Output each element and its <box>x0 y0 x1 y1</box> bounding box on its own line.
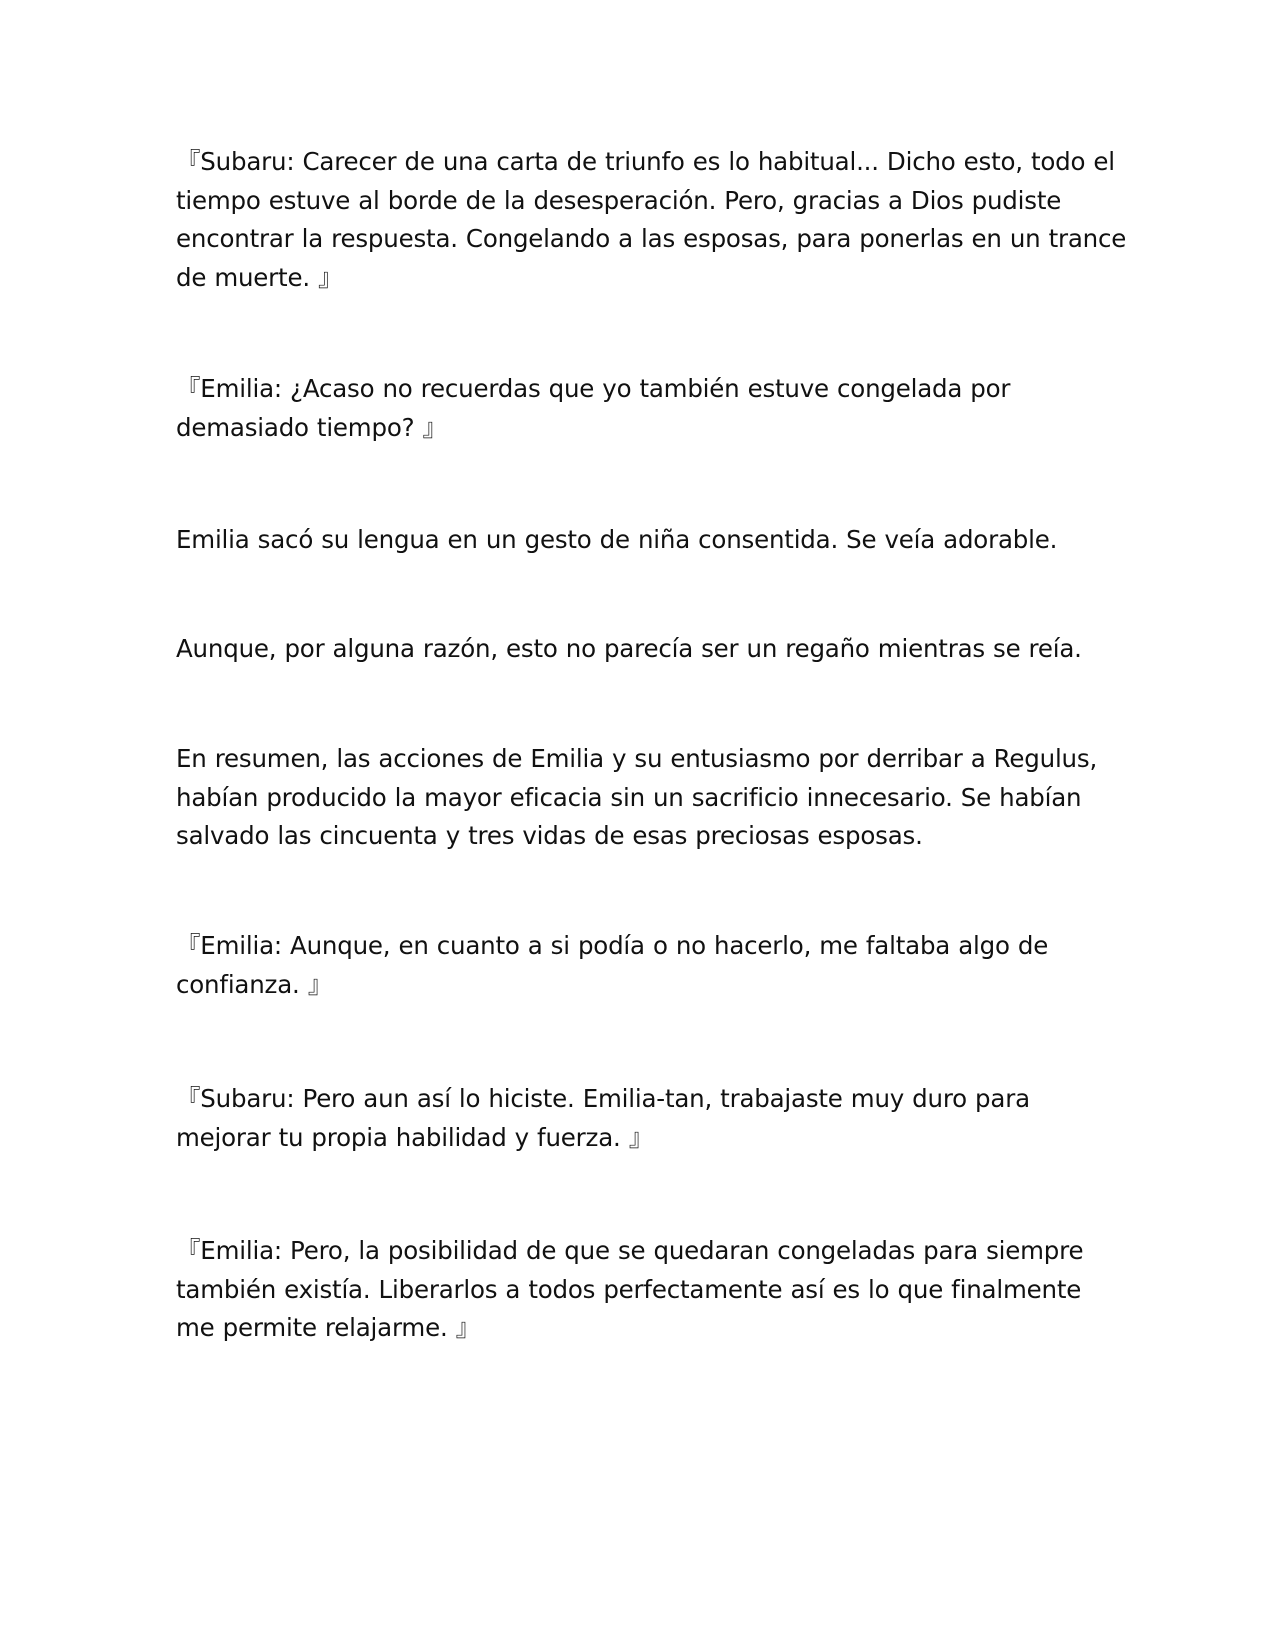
paragraph-subaru-1 <box>176 143 1127 297</box>
text-line: me permite relajarme. 』 <box>176 1313 480 1342</box>
text-line: también existía. Liberarlos a todos perfectamente así es lo que finalmente <box>176 1274 1082 1304</box>
text-line: 『Emilia: Aunque, en cuanto a si podía o no hacerlo, me faltaba algo de <box>176 931 1049 960</box>
text-line: demasiado tiempo? 』 <box>176 412 447 442</box>
paragraph-subaru-2 <box>176 1080 1101 1157</box>
text-line: confianza. 』 <box>176 969 333 999</box>
text-line: tiempo estuve al borde de la desesperación. Pero, gracias a Dios pudiste <box>176 185 1062 215</box>
text-line: salvado las cincuenta y tres vidas de esas preciosas esposas. <box>176 821 923 850</box>
paragraph-emilia-3 <box>176 1232 1101 1348</box>
paragraph-narration-2 <box>176 630 1101 669</box>
text-line: de muerte. 』 <box>176 262 343 292</box>
text-line: habían producido la mayor eficacia sin un sacrificio innecesario. Se habían <box>176 782 1082 812</box>
text-line: mejorar tu propia habilidad y fuerza. 』 <box>176 1122 653 1152</box>
text-line: encontrar la respuesta. Congelando a las esposas, para ponerlas en un trance <box>176 224 1127 253</box>
text-line: En resumen, las acciones de Emilia y su entusiasmo por derribar a Regulus, <box>176 744 1098 773</box>
text-line: Emilia sacó su lengua en un gesto de niña consentida. Se veía adorable. <box>176 525 1058 554</box>
text-line: 『Emilia: ¿Acaso no recuerdas que yo también estuve congelada por <box>176 374 1011 403</box>
paragraph-narration-1 <box>176 521 1101 560</box>
text-line: Aunque, por alguna razón, esto no parecía ser un regaño mientras se reía. <box>176 634 1082 663</box>
text-line: 『Subaru: Carecer de una carta de triunfo es lo habitual... Dicho esto, todo el <box>176 147 1115 176</box>
paragraph-emilia-2 <box>176 927 1101 1004</box>
paragraph-emilia-1 <box>176 370 1101 447</box>
text-line: 『Emilia: Pero, la posibilidad de que se quedaran congeladas para siempre <box>176 1236 1084 1265</box>
text-line: 『Subaru: Pero aun así lo hiciste. Emilia-tan, trabajaste muy duro para <box>176 1084 1030 1113</box>
paragraph-narration-3 <box>176 740 1101 856</box>
